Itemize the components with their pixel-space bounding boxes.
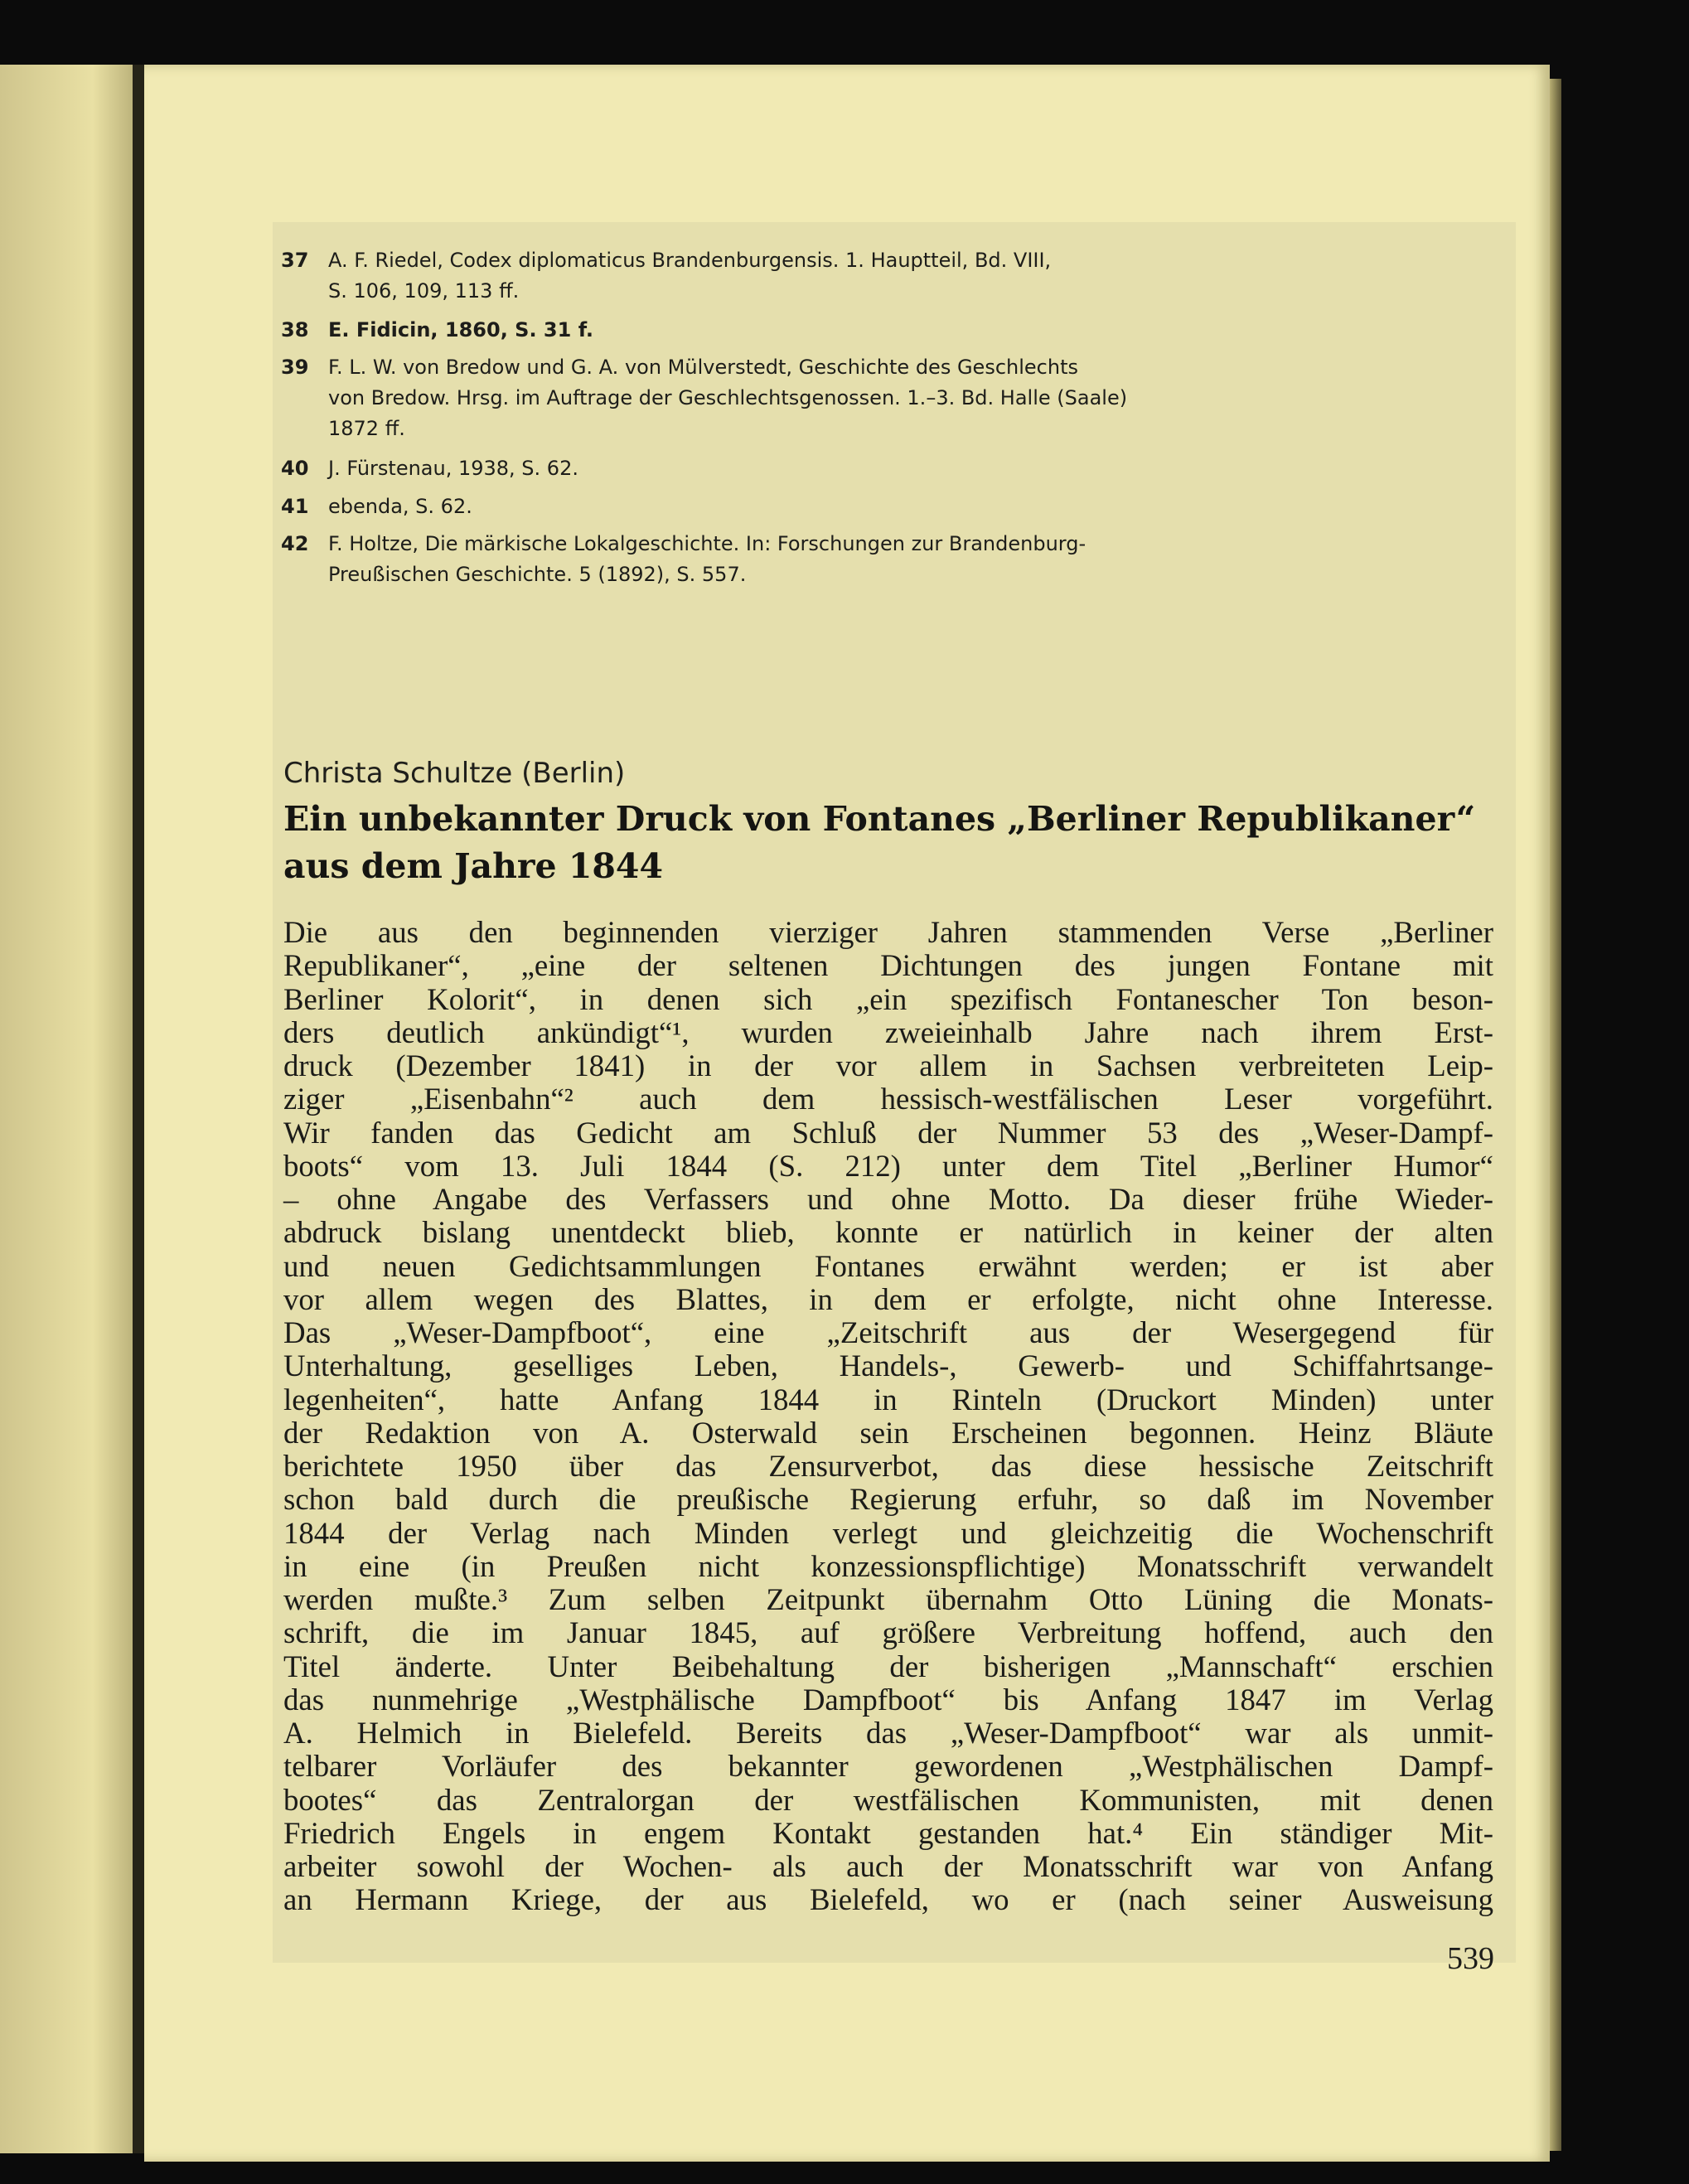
body-line: Das „Weser-Dampfboot“, eine „Zeitschrift aus der Wesergegend für <box>283 1315 1493 1349</box>
body-line: der Redaktion von A. Osterwald sein Erscheinen begonnen. Heinz Bläute <box>283 1415 1493 1450</box>
body-line: schrift, die im Januar 1845, auf größere Verbreitung hoffend, auch den <box>283 1615 1493 1650</box>
body-line: schon bald durch die preußische Regierung erfuhr, so daß im November <box>283 1482 1493 1517</box>
footnote-number: 39 <box>281 356 309 379</box>
title-line: Ein unbekannter Druck von Fontanes „Berliner Republikaner“ <box>283 799 1476 839</box>
footnote-text: E. Fidicin, 1860, S. 31 f. <box>328 318 593 341</box>
body-line: druck (Dezember 1841) in der vor allem in Sachsen verbreiteten Leip- <box>283 1048 1493 1082</box>
body-line: werden mußte.³ Zum selben Zeitpunkt übernahm Otto Lüning die Monats- <box>283 1582 1493 1616</box>
body-line: ders deutlich ankündigt“¹, wurden zweieinhalb Jahre nach ihrem Erst- <box>283 1015 1493 1049</box>
body-line: – ohne Angabe des Verfassers und ohne Motto. Da dieser frühe Wieder- <box>283 1182 1493 1216</box>
body-line: Friedrich Engels in engem Kontakt gestanden hat.⁴ Ein ständiger Mit- <box>283 1815 1493 1850</box>
body-line: bootes“ das Zentralorgan der westfälischen Kommunisten, mit denen <box>283 1782 1493 1817</box>
body-line: telbarer Vorläufer des bekannter gewordenen „Westphälischen Dampf- <box>283 1749 1493 1784</box>
footnote-number: 38 <box>281 318 309 341</box>
title-line: aus dem Jahre 1844 <box>283 846 663 886</box>
footnote-number: 40 <box>281 457 309 480</box>
body-line: Titel änderte. Unter Beibehaltung der bisherigen „Mannschaft“ erschien <box>283 1649 1493 1683</box>
page-number: 539 <box>1447 1941 1494 1976</box>
footnote-number: 42 <box>281 532 309 555</box>
footnote-text: ebenda, S. 62. <box>328 495 472 518</box>
body-line: Republikaner“, „eine der seltenen Dichtungen des jungen Fontane mit <box>283 948 1493 983</box>
body-line: und neuen Gedichtsammlungen Fontanes erwähnt werden; er ist aber <box>283 1248 1493 1283</box>
footnote-text: A. F. Riedel, Codex diplomaticus Brandenburgensis. 1. Hauptteil, Bd. VIII, S. 106, 109, 113 ff. <box>328 249 1052 303</box>
body-line: vor allem wegen des Blattes, in dem er erfolgte, nicht ohne Interesse. <box>283 1281 1493 1316</box>
footnote-text: F. Holtze, Die märkische Lokalgeschichte. In: Forschungen zur Brandenburg- Preußischen Geschichte. 5 (1892), S. 557. <box>328 532 1086 586</box>
body-line: arbeiter sowohl der Wochen- als auch der Monatsschrift war von Anfang <box>283 1849 1493 1883</box>
body-line: abdruck bislang unentdeckt blieb, konnte er natürlich in keiner der alten <box>283 1215 1493 1250</box>
footnote-number: 37 <box>281 249 309 272</box>
article-author: Christa Schultze (Berlin) <box>283 757 626 790</box>
body-line: an Hermann Kriege, der aus Bielefeld, wo er (nach seiner Ausweisung <box>283 1882 1493 1917</box>
footnote-number: 41 <box>281 495 309 518</box>
book-gutter <box>133 65 144 2153</box>
article-body <box>283 916 1493 1917</box>
body-line: berichtete 1950 über das Zensurverbot, das diese hessische Zeitschrift <box>283 1449 1493 1483</box>
body-line: das nunmehrige „Westphälische Dampfboot“ bis Anfang 1847 im Verlag <box>283 1682 1493 1717</box>
footnote-text: F. L. W. von Bredow und G. A. von Mülverstedt, Geschichte des Geschlechts von Bredow. Hrsg. im Auftrage der Geschlechtsgenossen. 1.–3. Bd. Halle (Saale) 1872 ff. <box>328 356 1128 440</box>
body-line: Unterhaltung, geselliges Leben, Handels-, Gewerb- und Schiffahrtsange- <box>283 1349 1493 1383</box>
page-edge-right <box>1550 79 1561 2151</box>
body-line: Berliner Kolorit“, in denen sich „ein spezifisch Fontanescher Ton beson- <box>283 981 1493 1016</box>
body-line: 1844 der Verlag nach Minden verlegt und gleichzeitig die Wochenschrift <box>283 1515 1493 1550</box>
book-page <box>144 65 1550 2162</box>
body-line: boots“ vom 13. Juli 1844 (S. 212) unter dem Titel „Berliner Humor“ <box>283 1148 1493 1183</box>
body-line: Wir fanden das Gedicht am Schluß der Nummer 53 des „Weser-Dampf- <box>283 1115 1493 1150</box>
facing-page-edge <box>0 65 133 2153</box>
body-line: A. Helmich in Bielefeld. Bereits das „Weser-Dampfboot“ war als unmit- <box>283 1716 1493 1750</box>
footnote-text: J. Fürstenau, 1938, S. 62. <box>328 457 578 480</box>
body-line: in eine (in Preußen nicht konzessionspflichtige) Monatsschrift verwandelt <box>283 1548 1493 1583</box>
body-line: Die aus den beginnenden vierziger Jahren stammenden Verse „Berliner <box>283 915 1493 949</box>
article-title <box>283 796 1493 890</box>
body-line: ziger „Eisenbahn“² auch dem hessisch-westfälischen Leser vorgeführt. <box>283 1082 1493 1116</box>
body-line: legenheiten“, hatte Anfang 1844 in Rinteln (Druckort Minden) unter <box>283 1382 1493 1416</box>
